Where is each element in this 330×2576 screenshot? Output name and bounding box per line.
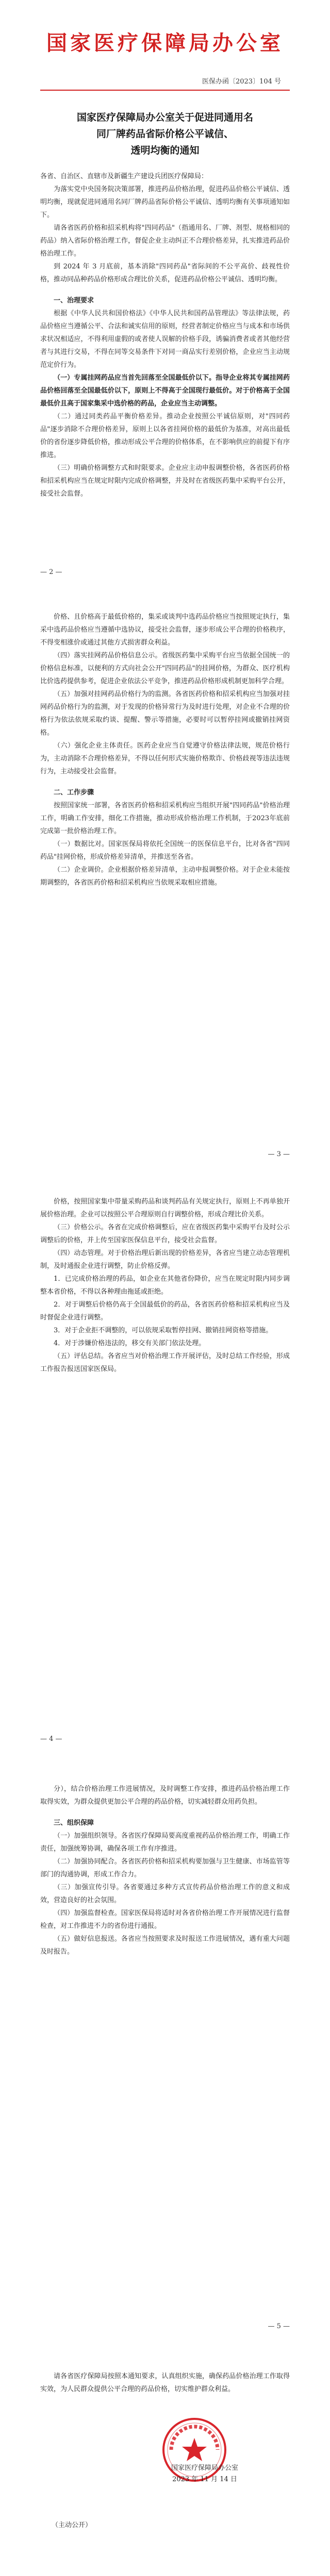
body-paragraph: （五）做好信息报送。各省应当按照要求及时报送工作进展情况，遇有重大问题及时报告。 (40, 1935, 290, 1956)
body-paragraph: 按照国家统一部署，各省医药价格和招采机构应当组织开展"四同药品"价格治理工作，明确工作安排，细化工作措施，推动形成价格治理工作机制，于2023年底前完成第一批价格治理工作。 (40, 802, 290, 835)
page-number: — 4 — (40, 1735, 62, 1743)
page-number: — 5 — (268, 2323, 290, 2330)
body-paragraph: （五）加强对挂网药品价格行为的监测。各省医药价格和招采机构应当加强对挂网药品价格行为的监测，对于发现的价格异常行为及时进行处理，对企业不合理的价格行为依法依规采取约谈、提醒、警示等措施，必要时可以暂停挂网或撤销挂网资格。 (40, 690, 290, 737)
page-number: — 2 — (40, 568, 62, 576)
body-paragraph: （二）加强协同配合。各省医药价格和招采机构要加强与卫生健康、市场监管等部门的沟通协调，形成工作合力。 (40, 1858, 290, 1878)
intro-paragraph: 请各省医药价格和招采机构将"四同药品"（指通用名、厂牌、剂型、规格相同的药品）纳入省际价格治理工作，督促企业主动纠正不合理价格差异，扎实推进药品价格治理工作。 (40, 224, 290, 258)
body-paragraph: （五）评估总结。各省应当对价格治理工作开展评估，及时总结工作经验，形成工作报告报送国家医保局。 (40, 1352, 290, 1373)
section-heading: 三、组织保障 (54, 1819, 94, 1827)
title-line-1: 国家医疗保障局办公室关于促进同通用名 (76, 112, 253, 123)
body-paragraph: 4．对于涉嫌价格违法的，移交有关部门依法处理。 (54, 1340, 206, 1347)
body-paragraph: 价格，按照国家集中带量采购药品和谈判药品有关规定执行，原则上不再单独开展价格治理。企业可以按照公平合理原则自行调整价格，形成合理比价关系。 (40, 1198, 290, 1218)
body-paragraph: 1．已完成价格治理的药品，如企业在其他省份降价，应当在规定时限内同步调整本省价格，不得以各种理由拖延或拒绝。 (40, 1275, 290, 1296)
document-banner: 国家医疗保障局办公室 (46, 31, 284, 55)
body-paragraph: （一）数据比对。国家医保局将依托全国统一的医保信息平台，比对各省"四同药品"挂网价格，形成价格差异清单，并推送至各省。 (40, 840, 290, 861)
page-2 (0, 590, 330, 1164)
signature-org: 国家医疗保障局办公室 (171, 2464, 238, 2472)
document-number: 医保办函〔2023〕104 号 (202, 78, 281, 86)
addressee: 各省、自治区、直辖市及新疆生产建设兵团医疗保障局： (40, 173, 208, 180)
body-paragraph: 2．对于调整后价格仍高于全国最低价的药品，各省医药价格和招采机构应当及时督促企业进行调整。 (40, 1301, 290, 1321)
page-number: — 3 — (268, 1150, 290, 1158)
body-paragraph: （二）企业调价。企业根据价格差异清单，主动申报调整价格。对于企业未能按期调整的，各省医药价格和招采机构应当依规采取相应措施。 (40, 866, 290, 887)
body-paragraph: （四）加强监督检查。国家医保局将适时对各省价格治理工作开展情况进行监督检查，对工作推进不力的省份进行通报。 (40, 1909, 290, 1930)
body-paragraph: 价格、且价格高于最低价格的，集采或谈判中选药品价格应当按照规定执行，集采中选药品价格应当遵循中选协议，接受社会监督，逐步形成公平合理的价格秩序，不得变相涨价或通过其他方式损害群众利益。 (40, 613, 290, 647)
section-heading: 一、治理要求 (54, 297, 94, 304)
signature (171, 2463, 238, 2485)
body-paragraph: （一）加强组织领导。各省医疗保障局要高度重视药品价格治理工作，明确工作责任，加强统筹协调，确保各项工作有序推进。 (40, 1832, 290, 1853)
page-1 (0, 0, 330, 582)
body-paragraph: （三）价格公示。各省在完成价格调整后，应在省级医药集中采购平台及时公示调整后的价格，并上传至国家医保信息平台，接受社会监督。 (40, 1224, 290, 1244)
document-title (41, 109, 289, 159)
body-paragraph: 请各省医疗保障局按照本通知要求，认真组织实施，确保药品价格治理工作取得实效，为人民群众提供公平合理的药品价格，切实维护群众利益。 (40, 2372, 290, 2393)
page-4 (0, 1762, 330, 2336)
body-paragraph: （四）落实挂网药品价格信息公示。省级医药集中采购平台应当依据全国统一的价格信息标准，以便利的方式向社会公开"四同药品"的挂网价格，为群众、医疗机构比价选药提供参考，促进企业依法公平竞争，推进药品价格形成机制更加科学合理。 (40, 652, 290, 685)
body-paragraph: 根据《中华人民共和国价格法》《中华人民共和国药品管理法》等法律法规，药品价格应当遵循公平、合法和诚实信用的原则，经营者制定价格应当与成本和市场供求状况相适应，不得利用虚假的或者使人误解的价格手段，诱骗消费者或者其他经营者与其进行交易，不得在同等交易条件下对同一商品实行差别价格，企业应当主动规范定价行为。 (40, 310, 290, 369)
intro-paragraph: 为落实党中央国务院决策部署，推进药品价格治理，促进药品价格公平诚信、透明均衡，现就促进同通用名同厂牌药品省际价格公平诚信、透明均衡有关事项通知如下。 (40, 185, 290, 219)
title-line-2: 同厂牌药品省际价格公平诚信、 (96, 128, 234, 140)
signature-block (0, 2416, 290, 2504)
body-paragraph: （一）专属挂网药品应当首先回落至全国最低价以下。指导企业将其专属挂网药品价格回落至全国最低价以下，原则上不得高于全国现行最低价。对于价格高于全国最低价且高于国家集采中选价格的药品，企业应当主动调整。 (40, 374, 290, 408)
title-line-3: 透明均衡的通知 (130, 145, 200, 156)
red-divider (40, 90, 290, 91)
intro-paragraph: 到 2024 年 3 月底前，基本消除"四同药品"省际间的不公平高价、歧视性价格，推动同品种药品价格形成合理比价关系，促进药品价格公平诚信、透明均衡。 (40, 263, 290, 283)
section-heading: 二、工作步骤 (54, 789, 94, 796)
page-3 (0, 1175, 330, 1749)
disclosure-note: （主动公开） (52, 2521, 92, 2529)
body-paragraph: 3．对于企业拒不调整的，可以依规采取暂停挂网、撤销挂网资格等措施。 (54, 1327, 273, 1334)
body-paragraph: （四）动态管理。对于价格治理后新出现的价格差异，各省应当建立动态管理机制，及时通报企业进行调整，防止价格反弹。 (40, 1249, 290, 1270)
body-paragraph: （三）明确价格调整方式和时限要求。企业应主动申报调整价格，各省医药价格和招采机构应当在规定时限内完成价格调整，并及时在省级医药集中采购平台公开，接受社会监督。 (40, 464, 290, 498)
page-5 (0, 2349, 330, 2576)
body-paragraph: （二）通过同类药品平衡价格差异。推动企业按照公平诚信原则，对"四同药品"逐步消除不合理价格差异，原则上以各省挂网价格的最低价为基准，对高出最低价的省份逐步降低价格，推动形成公平合理的价格体系，在不影响供应的前提下有序推进。 (40, 413, 290, 459)
signature-date: 2023 年 11 月 14 日 (172, 2476, 237, 2483)
body-paragraph: （三）加强宣传引导。各省要通过多种方式宣传药品价格治理工作的意义和成效，营造良好的社会氛围。 (40, 1884, 290, 1904)
body-paragraph: 分），结合价格治理工作进展情况，及时调整工作安排，推进药品价格治理工作取得实效，为群众提供更加公平合理的药品价格，切实减轻群众用药负担。 (40, 1785, 290, 1806)
body-paragraph: （六）强化企业主体责任。医药企业应当自觉遵守价格法律法规，规范价格行为，主动消除不合理价格差异，不得以任何形式实施价格欺诈、价格歧视等违法违规行为，主动接受社会监督。 (40, 742, 290, 775)
